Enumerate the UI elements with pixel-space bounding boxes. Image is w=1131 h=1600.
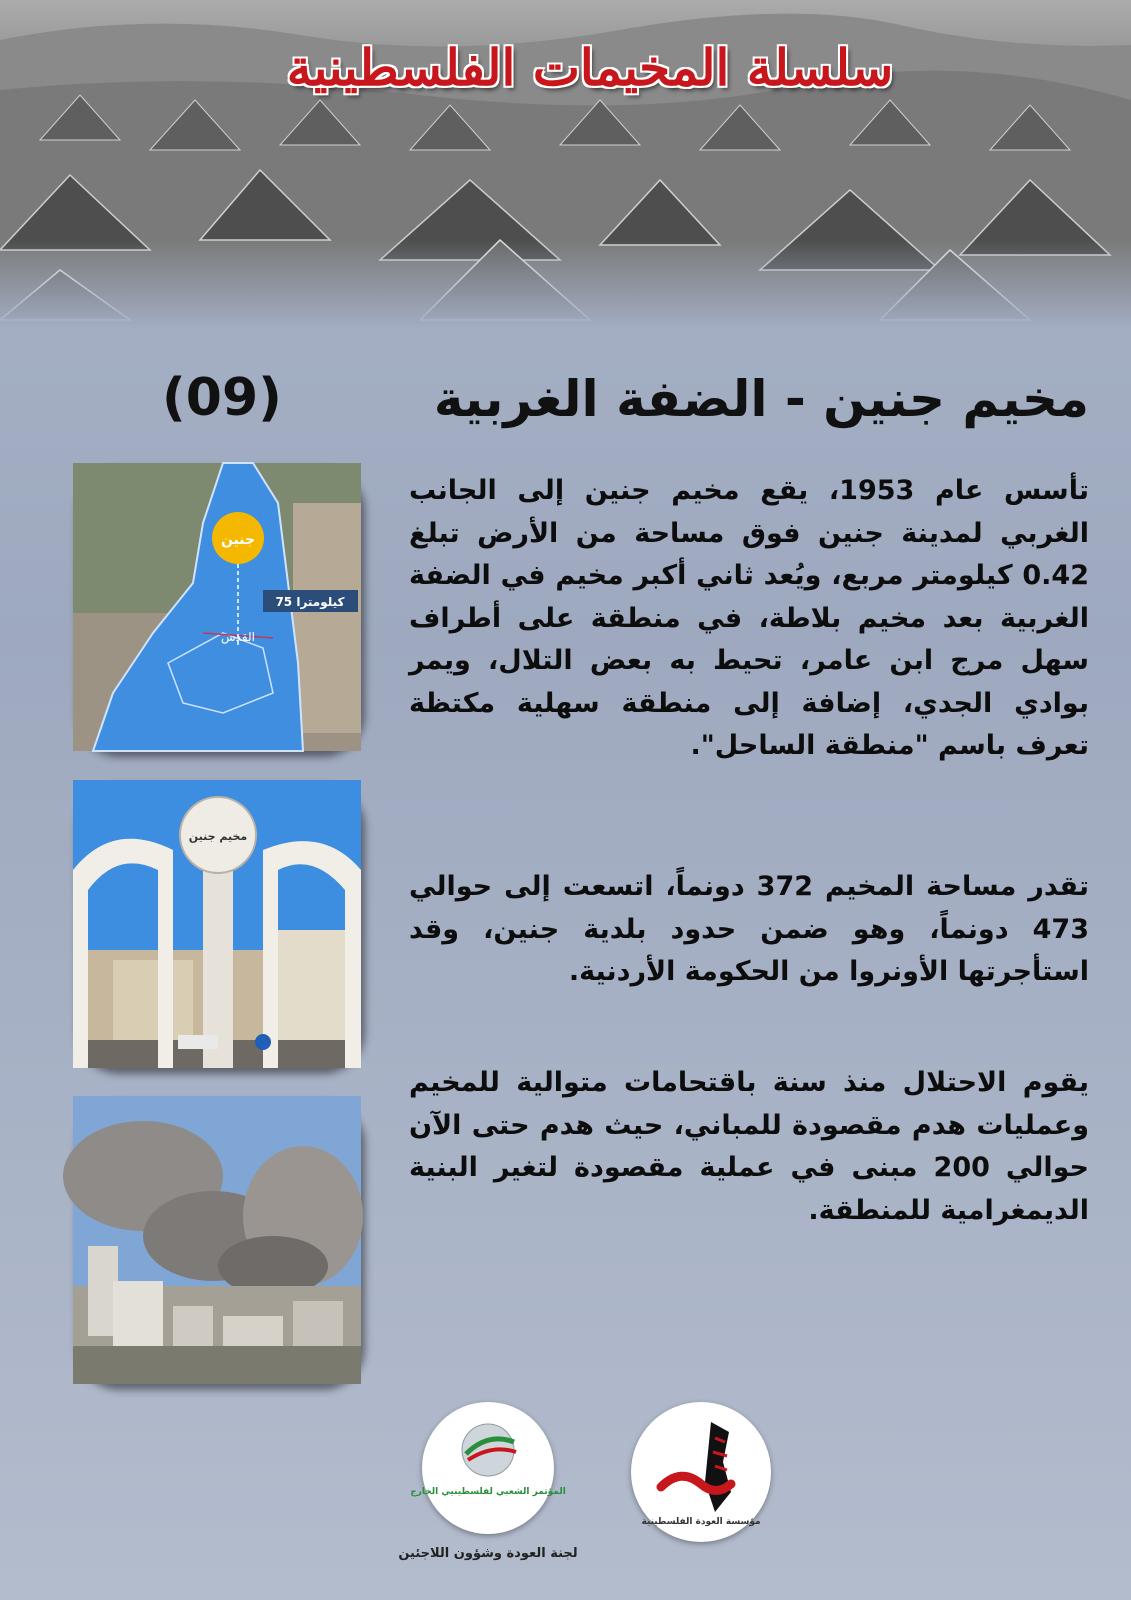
header-photo (0, 0, 1131, 330)
awda-foundation-logo (631, 1402, 771, 1542)
popular-conference-logo (410, 1402, 566, 1534)
conference-logo-text: المؤتمر الشعبي لفلسطينيي الخارج (410, 1487, 566, 1497)
gate-sign-text: مخيم جنين (188, 830, 248, 843)
series-title: سلسلة المخيمات الفلسطينية (286, 38, 894, 97)
paragraph-history: تأسس عام 1953، يقع مخيم جنين إلى الجانب الغربي لمدينة جنين فوق مساحة من الأرض تبلغ 0.42 كيلومتر مربع، ويُعد ثاني أكبر مخيم في الضفة الغربية بعد مخيم بلاطة، في منطقة على أطراف سهل مرج ابن عامر، تحيط به بعض التلال، ويمر بوادي الجدي، إضافة إلى منطقة سهلية مكتظة تعرف باسم "منطقة الساحل". (409, 475, 1089, 761)
paragraph-demolitions: يقوم الاحتلال منذ سنة باقتحامات متوالية للمخيم وعمليات هدم مقصودة للمباني، حيث هدم حتى الآن حوالي 200 مبنى في عملية مقصودة لتغير البنية الديمغرامية للمنطقة. (409, 1067, 1089, 1226)
smoke-over-camp-image (73, 1096, 361, 1384)
committee-caption: لجنة العودة وشؤون اللاجئين (398, 1546, 578, 1561)
map-image (73, 463, 361, 751)
page-title: مخيم جنين - الضفة الغربية (433, 370, 1089, 428)
map-distance-label: 75 كيلومترا (275, 595, 345, 609)
paragraph-area: تقدر مساحة المخيم 372 دونماً، اتسعت إلى حوالي 473 دونماً، وهو ضمن حدود بلدية جنين، وقد استأجرتها الأونروا من الحكومة الأردنية. (409, 871, 1089, 987)
awda-logo-text: مؤسسة العودة الفلسطينية (641, 1517, 761, 1527)
episode-number: (09) (162, 368, 282, 428)
map-city-label: جنين (220, 532, 256, 548)
map-jerusalem-label: القدس (220, 630, 256, 644)
camp-gate-image (73, 780, 361, 1068)
